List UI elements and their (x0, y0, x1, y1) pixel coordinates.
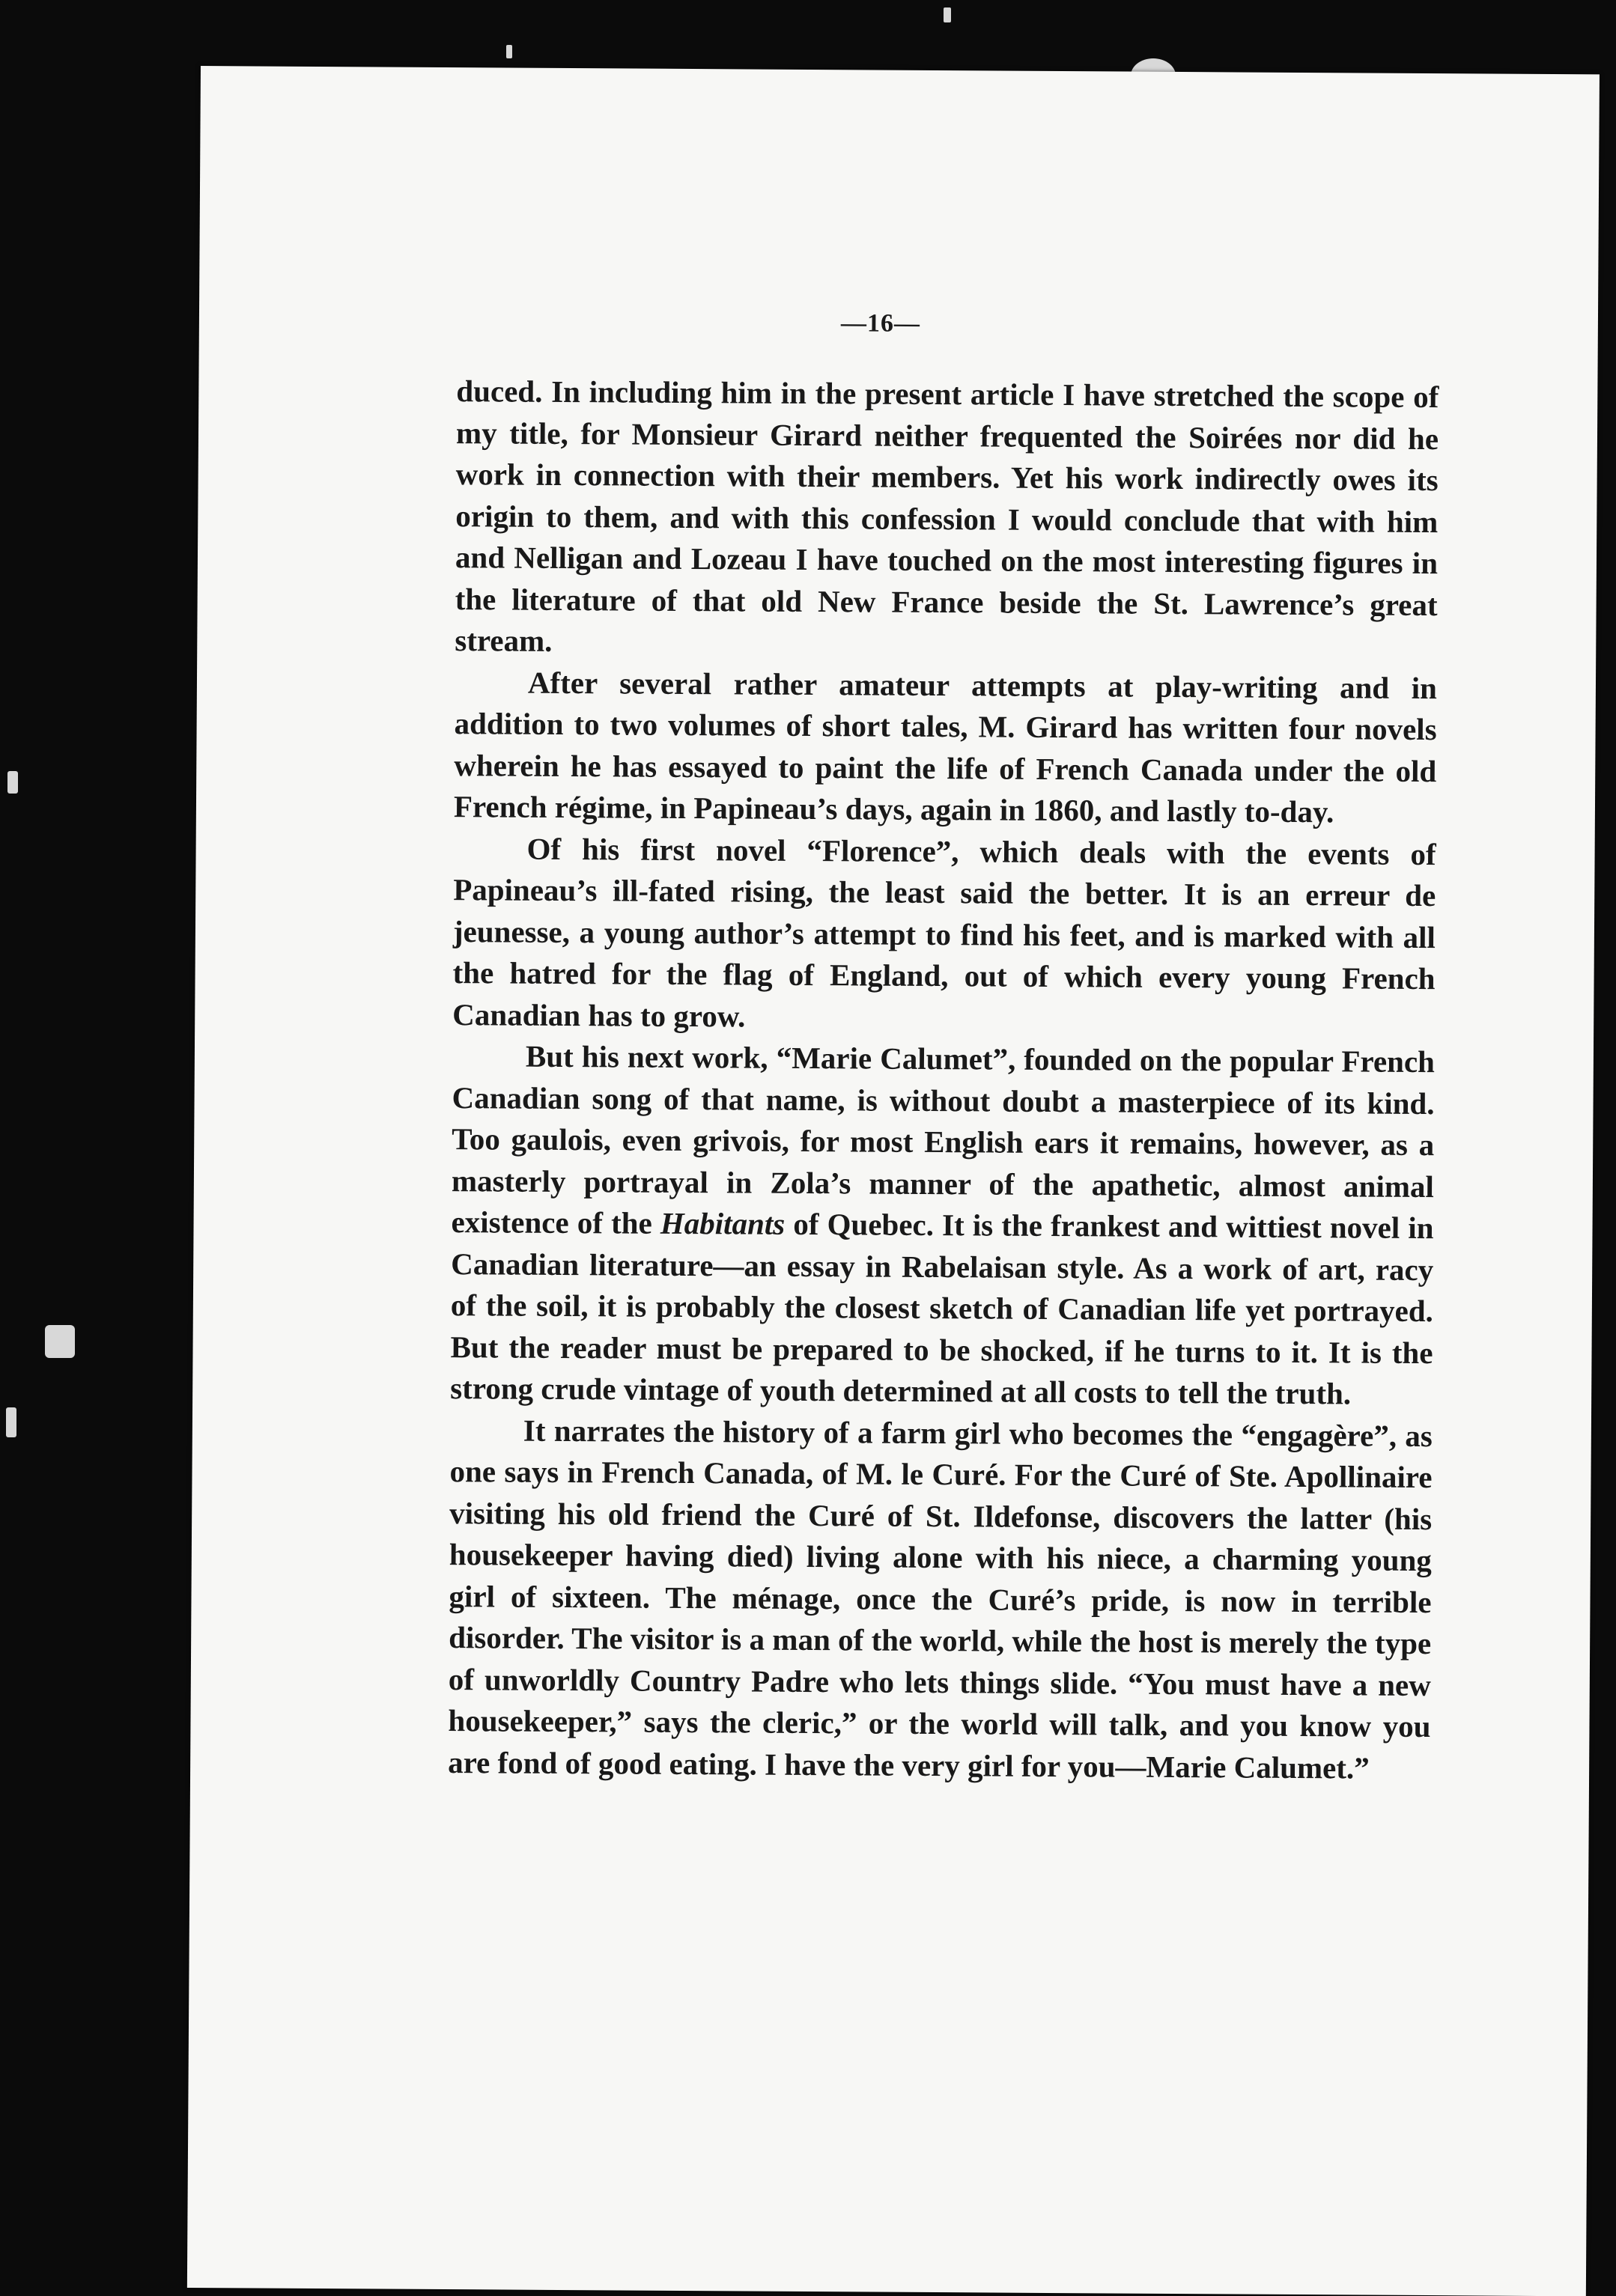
paragraph (452, 828, 1436, 1042)
italic-text: Habitants (660, 1205, 786, 1241)
paragraph (455, 371, 1439, 668)
paragraph (448, 1410, 1433, 1790)
paragraph-text: of Quebec. It is the frankest and wittiest novel in Canadian literature—an essay in Rabelaisan style. As a work of art, racy of the soil, it is probably the closest sketch of Canadian life yet portrayed. But the reader must be prepared to be shocked, if he turns to it. It is the strong crude vintage of youth determined at all costs to tell the truth. (450, 1206, 1434, 1411)
paragraph-text: It narrates the history of a farm girl who becomes the “engagère”, as one says in French Canada, of M. le Curé. For the Curé of Ste. Apollinaire visiting his old friend the Curé of St. Ildefonse, discovers the latter (his housekeeper having died) living alone with his niece, a charming young girl of sixteen. The ménage, once the Curé’s pride, is now in terrible disorder. The visitor is a man of the world, while the host is merely the type of unworldly Country Padre who lets things slide. “You must have a new housekeeper,” says the cleric,” or the world will talk, and you know you are fond of good eating. I have the very girl for you—Marie Calumet.” (448, 1413, 1433, 1785)
scan-speck (45, 1325, 75, 1358)
paragraph-text: After several rather amateur attempts at play-writing and in addition to two volumes of short tales, M. Girard has written four novels wherein he has essayed to paint the life of French Canada under the old French régime, in Papineau’s days, again in 1860, and lastly to-day. (453, 665, 1438, 829)
paragraph (450, 1035, 1435, 1416)
paragraph-text: duced. In including him in the present article I have stretched the scope of my title, for Monsieur Girard neither frequented the Soirées nor did he work in connection with their members. Yet his work indirectly owes its origin to them, and with this confession I would conclude that with him and Nelligan and Lozeau I have touched on the most interesting figures in the literature of that old New France beside the St. Lawrence’s great stream. (455, 374, 1439, 658)
paragraph-text: But his next work, “Marie Calumet”, founded on the popular French Canadian song of that name, is without doubt a masterpiece of its kind. Too gaulois, even grivois, for most English ears it remains, however, as a masterly portrayal in Zola’s manner of the apathetic, almost animal existence of the (451, 1038, 1436, 1240)
scan-speck (7, 771, 18, 794)
body-text (448, 371, 1439, 1789)
scan-speck (944, 7, 951, 22)
scan-speck (506, 45, 512, 58)
paragraph-text: Of his first novel “Florence”, which deals with the events of Papineau’s ill-fated rising, the least said the better. It is an erreur de jeunesse, a young author’s attempt to find his feet, and is marked with all the hatred for the flag of England, out of which every young French Canadian has to grow. (452, 831, 1436, 1033)
scan-speck (6, 1407, 16, 1437)
page-number: —16— (840, 309, 921, 338)
paragraph (454, 662, 1437, 834)
document-page (187, 66, 1600, 2296)
